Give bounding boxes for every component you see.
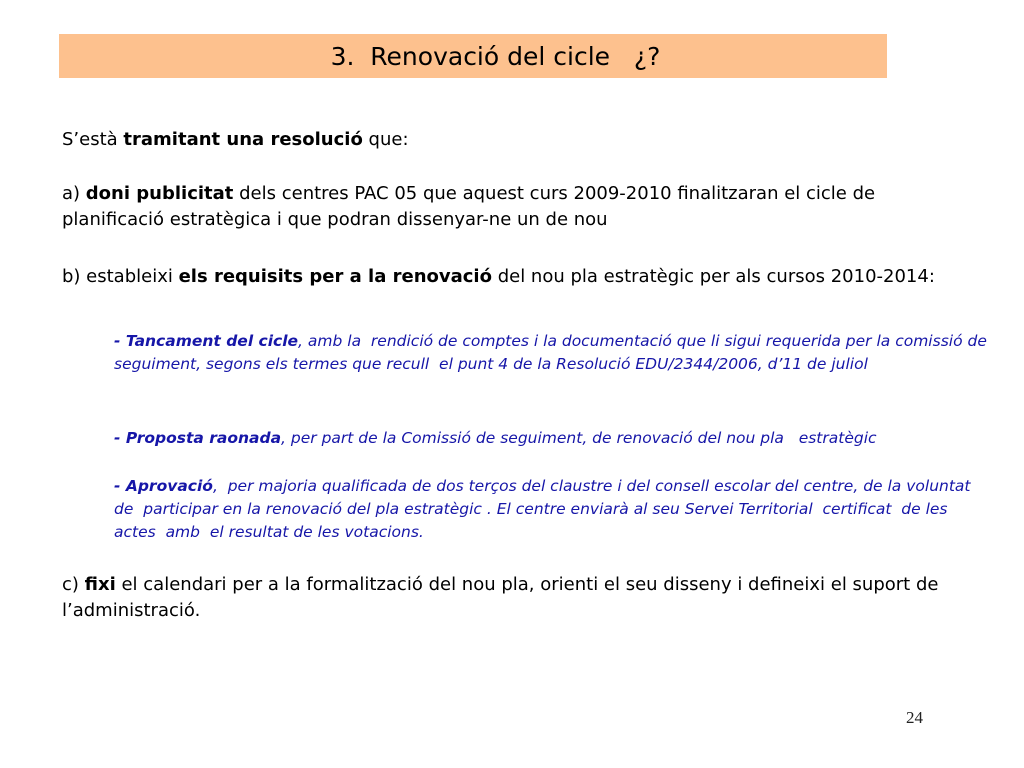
subitem-proposta <box>114 427 994 450</box>
intro-bold: tramitant una resolució <box>123 129 363 150</box>
item-a-prefix: a) <box>62 183 86 204</box>
subitem-aprovacio <box>114 475 994 544</box>
item-c-paragraph <box>62 572 982 624</box>
page-number: 24 <box>906 708 923 727</box>
subitem-text: , per part de la Comissió de seguiment, de renovació del nou pla estratègic <box>281 429 877 447</box>
subitem-text: , per majoria qualificada de dos terços del claustre i del consell escolar del centre, de la voluntat de participar en la renovació del pla estratègic . El centre enviarà al seu Servei Territorial certificat de les actes amb el resultat de les votacions. <box>114 477 976 541</box>
subitem-text: , amb la rendició de comptes i la documentació que li sigui requerida per la comissió de seguiment, segons els termes que recull el punt 4 de la Resolució EDU/2344/2006, d’11 de juliol <box>114 332 992 373</box>
subitem-bold: - Aprovació <box>114 477 213 495</box>
intro-paragraph <box>62 127 982 153</box>
item-a-text: dels centres PAC 05 que aquest curs 2009-2010 finalitzaran el cicle de planificació estratègica i que podran dissenyar-ne un de nou <box>62 183 881 230</box>
item-c-bold: fixi <box>84 574 116 595</box>
item-a-paragraph <box>62 181 982 233</box>
title-bar <box>59 34 887 78</box>
subitem-tancament <box>114 330 994 376</box>
item-a-bold: doni publicitat <box>85 183 234 204</box>
item-b-prefix: b) estableixi <box>62 266 179 287</box>
item-b-paragraph <box>62 264 982 290</box>
item-b-text: del nou pla estratègic per als cursos 2010-2014: <box>491 266 935 287</box>
subitem-bold: - Proposta raonada <box>114 429 282 447</box>
item-c-text: el calendari per a la formalització del nou pla, orienti el seu disseny i defineixi el suport de l’administració. <box>62 574 945 621</box>
slide-title: 3. Renovació del cicle ¿? <box>330 42 661 71</box>
subitem-bold: - Tancament del cicle <box>114 332 299 350</box>
intro-prefix: S’està <box>62 129 124 150</box>
item-c-prefix: c) <box>62 574 85 595</box>
item-b-bold: els requisits per a la renovació <box>178 266 492 287</box>
intro-suffix: que: <box>362 129 409 150</box>
